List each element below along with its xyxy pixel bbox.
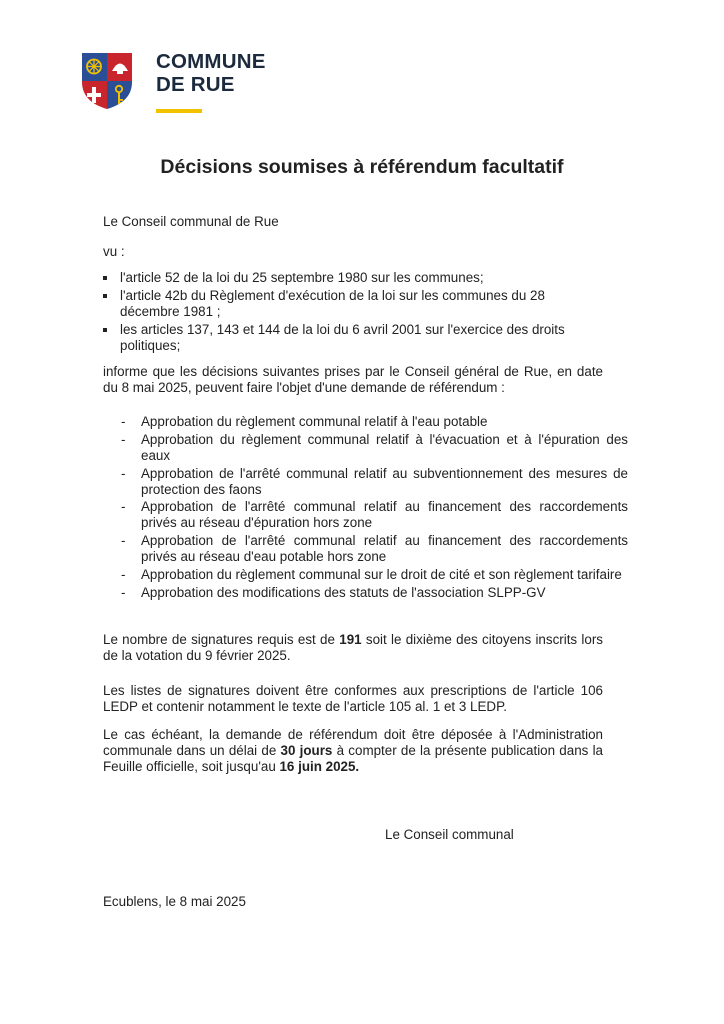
delai-paragraph bbox=[103, 727, 603, 775]
brand-line-2: DE RUE bbox=[156, 73, 235, 96]
list-item bbox=[121, 432, 628, 464]
listes-paragraph: Les listes de signatures doivent être conformes aux prescriptions de l'article 106 LEDP et contenir notamment le texte de l'article 105 al. 1 et 3 LEDP. bbox=[103, 683, 603, 714]
informe-paragraph: informe que les décisions suivantes prises par le Conseil général de Rue, en date du 8 mai 2025, peuvent faire l'objet d'une demande de référendum : bbox=[103, 364, 603, 395]
list-item bbox=[121, 499, 628, 531]
commune-brand bbox=[156, 50, 266, 96]
legal-basis-list bbox=[103, 270, 603, 356]
bullet-icon bbox=[103, 276, 107, 280]
list-item bbox=[103, 322, 603, 354]
place-date: Ecublens, le 8 mai 2025 bbox=[103, 894, 246, 909]
decision-text: Approbation de l'arrêté communal relatif au subventionnement des mesures de protection des faons bbox=[141, 465, 628, 497]
list-item bbox=[121, 466, 628, 498]
delai-text-1: Le cas échéant, la demande de référendum doit être déposée à l'Administration communale dans un délai de bbox=[103, 727, 603, 758]
intro-text: Le Conseil communal de Rue bbox=[103, 214, 279, 229]
bullet-icon bbox=[103, 328, 107, 332]
decision-text: Approbation du règlement communal relatif à l'eau potable bbox=[141, 414, 488, 429]
article-text: l'article 42b du Règlement d'exécution de la loi sur les communes du 28 décembre 1981 ; bbox=[120, 288, 545, 319]
signatures-text-after: soit le dixième des citoyens inscrits lors de la votation du 9 février 2025. bbox=[103, 632, 603, 663]
dash-icon: - bbox=[121, 584, 126, 600]
dash-icon: - bbox=[121, 414, 126, 429]
list-item bbox=[121, 414, 628, 430]
decision-text: Approbation des modifications des statuts de l'association SLPP-GV bbox=[141, 584, 546, 600]
signature-line: Le Conseil communal bbox=[385, 827, 514, 842]
signatures-text-before: Le nombre de signatures requis est de bbox=[103, 632, 340, 647]
dash-icon: - bbox=[121, 465, 126, 481]
list-item bbox=[103, 270, 603, 286]
vu-text: vu : bbox=[103, 244, 125, 259]
decision-text: Approbation du règlement communal sur le droit de cité et son règlement tarifaire bbox=[141, 566, 622, 582]
signatures-paragraph bbox=[103, 632, 603, 664]
article-text: les articles 137, 143 et 144 de la loi du 6 avril 2001 sur l'exercice des droits politiques; bbox=[120, 322, 565, 353]
list-item bbox=[103, 288, 603, 320]
decision-text: Approbation de l'arrêté communal relatif au financement des raccordements privés au réseau d'eau potable hors zone bbox=[141, 533, 628, 565]
bullet-icon bbox=[103, 294, 107, 298]
signatures-count: 191 bbox=[339, 632, 362, 647]
commune-crest-logo bbox=[81, 52, 133, 110]
dash-icon: - bbox=[121, 566, 126, 582]
decision-text: Approbation de l'arrêté communal relatif au financement des raccordements privés au réseau d'épuration hors zone bbox=[141, 499, 628, 531]
decision-text: Approbation du règlement communal relatif à l'évacuation et à l'épuration des eaux bbox=[141, 431, 628, 463]
delai-deadline: 16 juin 2025. bbox=[279, 759, 360, 774]
brand-accent-bar bbox=[156, 109, 202, 113]
dash-icon: - bbox=[121, 431, 126, 447]
list-item bbox=[121, 567, 628, 583]
delai-days: 30 jours bbox=[280, 743, 333, 758]
list-item bbox=[121, 585, 628, 601]
page-title: Décisions soumises à référendum facultatif bbox=[160, 156, 564, 178]
list-item bbox=[121, 533, 628, 565]
decisions-list bbox=[121, 414, 628, 603]
delai-text-2: à compter de la présente publication dans la Feuille officielle, soit jusqu'au bbox=[103, 743, 603, 774]
article-text: l'article 52 de la loi du 25 septembre 1980 sur les communes; bbox=[120, 270, 484, 285]
dash-icon: - bbox=[121, 533, 126, 549]
brand-line-1: COMMUNE bbox=[156, 50, 266, 73]
dash-icon: - bbox=[121, 499, 126, 515]
